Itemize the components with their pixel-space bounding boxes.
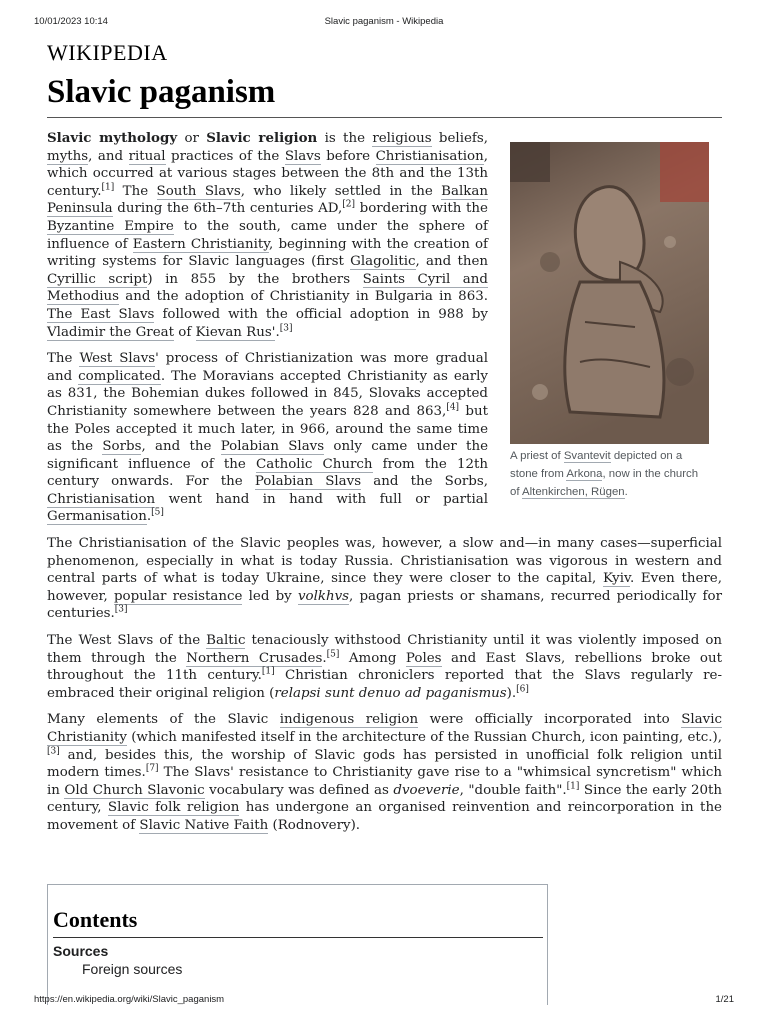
page-title: Slavic paganism (47, 74, 276, 110)
link-christianisation[interactable]: Christianisation (375, 148, 484, 164)
link-slavic-native-faith[interactable]: Slavic Native Faith (139, 817, 269, 833)
stone-relief-illustration (510, 142, 709, 444)
link-polabian-slavs-2[interactable]: Polabian Slavs (254, 474, 362, 490)
paragraph-5: Many elements of the Slavic indigenous religion were officially incorporated into Slavic Christianity (which manifested itself in the architecture of the Russian Church, icon painting, etc.),[3] and, besides this, the worship of Slavic gods has persisted in unofficial folk religion until modern times.[7] The Slavs' resistance to Christianity gave rise to a "whimsical syncretism" which in Old Church Slavonic vocabulary was defined as dvoeverie, "double faith".[1] Since the early 20th century, Slavic folk religion has undergone an organised reinvention and reincorporation in the movement of Slavic Native Faith (Rodnovery). (47, 712, 722, 833)
link-kievan-rus[interactable]: Kievan Rus' (195, 324, 276, 340)
link-ritual[interactable]: ritual (128, 148, 166, 164)
link-catholic-church[interactable]: Catholic Church (255, 456, 373, 472)
link-popular-resistance[interactable]: popular resistance (113, 588, 243, 604)
link-south-slavs[interactable]: South Slavs (156, 183, 241, 199)
toc-title: Contents (53, 907, 138, 932)
citation-ref[interactable]: [1] (261, 666, 275, 677)
citation-ref[interactable]: [7] (145, 763, 159, 774)
citation-ref[interactable]: [1] (101, 182, 115, 193)
paragraph-2: The West Slavs' process of Christianization was more gradual and complicated. The Moravians accepted Christianity as early as 831, the Bohemian dukes followed in 845, Slovaks accepted Christianity somewhere between the years 828 and 863,[4] but the Poles accepted it much later, in 966, around the same time as the Sorbs, and the Polabian Slavs only came under the significant influence of the Catholic Church from the 12th century onwards. For the Polabian Slavs and the Sorbs, Christianisation went hand in hand with full or partial Germanisation.[5] (47, 351, 489, 525)
link-west-slavs[interactable]: West Slavs (79, 351, 156, 367)
link-slavs[interactable]: Slavs (284, 148, 321, 164)
page-number: 1/21 (715, 994, 734, 1005)
link-saints-cyril-and-methodius[interactable]: Saints Cyril and Methodius (47, 271, 488, 305)
link-poles[interactable]: Poles (405, 650, 442, 666)
link-byzantine-empire[interactable]: Byzantine Empire (47, 218, 174, 234)
citation-ref[interactable]: [2] (342, 199, 355, 210)
citation-ref[interactable]: [1] (566, 781, 580, 792)
link-cyrillic-script[interactable]: Cyrillic script (47, 271, 148, 287)
print-url: https://en.wikipedia.org/wiki/Slavic_paganism (34, 994, 225, 1005)
table-of-contents (47, 884, 548, 1005)
print-title: Slavic paganism - Wikipedia (324, 16, 444, 27)
wikipedia-wordmark-logo[interactable]: WIKIPEDIA (47, 40, 168, 65)
toc-item-foreign-sources[interactable]: Foreign sources (82, 961, 183, 977)
print-header (34, 16, 734, 30)
citation-ref[interactable]: [3] (279, 323, 293, 334)
link-volkhvs[interactable]: volkhvs (297, 588, 350, 604)
infobox-figure (510, 142, 709, 501)
title-divider (47, 117, 722, 118)
link-indigenous-religion[interactable]: indigenous religion (279, 712, 419, 728)
link-sorbs[interactable]: Sorbs (102, 439, 142, 455)
link-slavic-folk-religion[interactable]: Slavic folk religion (107, 800, 240, 816)
toc-item-sources[interactable]: Sources (53, 943, 109, 959)
print-date: 10/01/2023 10:14 (34, 16, 108, 27)
link-baltic[interactable]: Baltic (206, 633, 246, 649)
link-east-slavs[interactable]: The East Slavs (47, 306, 155, 322)
link-kyiv[interactable]: Kyiv (602, 571, 630, 587)
priest-of-svantevit-stone-image[interactable] (510, 142, 709, 444)
citation-ref[interactable]: [4] (446, 402, 460, 413)
link-svantevit[interactable]: Svantevit (563, 450, 611, 462)
citation-ref[interactable]: [5] (326, 649, 340, 660)
citation-ref[interactable]: [6] (516, 684, 529, 695)
link-altenkirchen-rugen[interactable]: Altenkirchen, Rügen (522, 485, 625, 498)
link-slavic-christianity[interactable]: Slavic Christianity (47, 712, 722, 745)
link-old-church-slavonic[interactable]: Old Church Slavonic (64, 782, 205, 798)
link-balkan-peninsula[interactable]: Balkan Peninsula (47, 183, 488, 217)
link-myths[interactable]: myths (47, 148, 89, 164)
toc-divider (53, 937, 543, 938)
citation-ref[interactable]: [3] (47, 746, 60, 757)
figure-caption: A priest of Svantevit depicted on a stone from Arkona, now in the church of Altenkirchen, Rügen. (510, 450, 699, 498)
link-eastern-christianity[interactable]: Eastern Christianity (132, 236, 270, 252)
link-germanisation[interactable]: Germanisation (47, 509, 147, 525)
link-complicated[interactable]: complicated (78, 368, 161, 384)
link-polabian-slavs[interactable]: Polabian Slavs (220, 439, 325, 455)
article-body (47, 130, 722, 844)
link-religious[interactable]: religious (372, 131, 432, 146)
link-vladimir-the-great[interactable]: Vladimir the Great (47, 324, 175, 340)
paragraph-1: Slavic mythology or Slavic religion is the religious beliefs, myths, and ritual practices of the Slavs before Christianisation, which occurred at various stages between the 8th and the 13th century.[1] The South Slavs, who likely settled in the Balkan Peninsula during the 6th–7th centuries AD,[2] bordering with the Byzantine Empire to the south, came under the sphere of influence of Eastern Christianity, beginning with the creation of writing systems for Slavic languages (first Glagolitic, and then Cyrillic script) in 855 by the brothers Saints Cyril and Methodius and the adoption of Christianity in Bulgaria in 863. The East Slavs followed with the official adoption in 988 by Vladimir the Great of Kievan Rus'.[3] (47, 130, 489, 340)
paragraph-3: The Christianisation of the Slavic peoples was, however, a slow and—in many cases—superficial phenomenon, especially in what is today Russia. Christianisation was vigorous in western and central parts of what is today Ukraine, since they were closer to the capital, Kyiv. Even there, however, popular resistance led by volkhvs, pagan priests or shamans, recurred periodically for centuries.[3] (47, 536, 722, 622)
link-northern-crusades[interactable]: Northern Crusades (186, 650, 323, 666)
citation-ref[interactable]: [3] (114, 604, 128, 615)
link-christianisation-2[interactable]: Christianisation (47, 491, 156, 507)
link-arkona[interactable]: Arkona (566, 467, 603, 480)
citation-ref[interactable]: [5] (151, 508, 164, 518)
link-glagolitic[interactable]: Glagolitic (350, 254, 416, 270)
paragraph-4: The West Slavs of the Baltic tenaciously withstood Christianity until it was violently imposed on them through the Northern Crusades.[5] Among Poles and East Slavs, rebellions broke out throughout the 11th century.[1] Christian chroniclers reported that the Slavs regularly re-embraced their original religion (relapsi sunt denuo ad paganismus).[6] (47, 633, 723, 701)
print-footer (34, 994, 734, 1008)
